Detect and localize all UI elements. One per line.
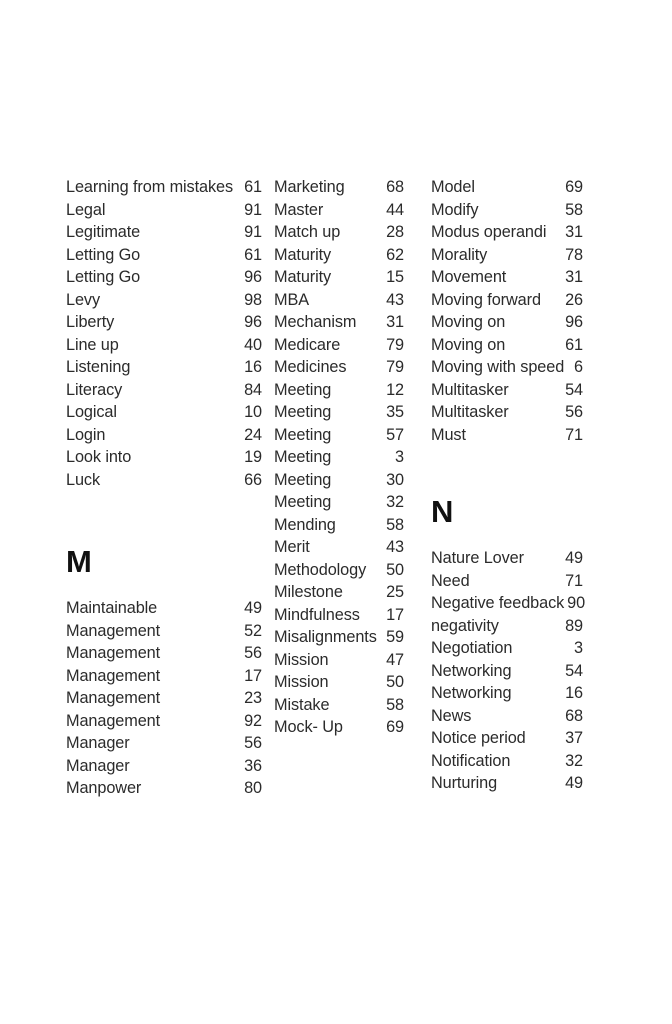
index-entry <box>431 615 583 638</box>
index-entry-page-number: 91 <box>244 223 262 241</box>
index-entry-page-number: 58 <box>386 695 404 714</box>
index-entry-term: Moving on <box>431 335 506 354</box>
index-entry-term: Learning from mistakes <box>66 178 234 196</box>
index-entry-term: MBA <box>274 290 309 309</box>
index-entry <box>66 446 262 469</box>
index-entry <box>274 626 404 649</box>
index-entry-term: Master <box>274 200 324 219</box>
index-entry-page-number: 44 <box>386 200 404 219</box>
index-entry <box>431 311 583 334</box>
index-entry <box>274 424 404 447</box>
index-entry <box>66 356 262 379</box>
heading-spacer <box>431 527 583 547</box>
index-entry <box>66 732 262 755</box>
index-entry-term: Luck <box>66 470 100 489</box>
index-entry <box>66 266 262 289</box>
index-entry <box>66 687 262 710</box>
index-entry <box>431 289 583 312</box>
index-entry-page-number: 89 <box>565 616 583 635</box>
section-spacer <box>66 491 262 546</box>
index-entry-term: Look into <box>66 448 132 466</box>
index-entry <box>431 266 583 289</box>
index-entry-page-number: 16 <box>565 684 583 702</box>
index-entry <box>274 176 404 199</box>
index-entry-page-number: 54 <box>565 661 583 680</box>
index-entry <box>66 469 262 492</box>
index-entry <box>431 660 583 683</box>
index-entry-term: Maturity <box>274 245 332 264</box>
index-entry-page-number: 92 <box>244 711 262 730</box>
index-entry-term: Login <box>66 425 106 444</box>
index-entry-term: Mission <box>274 650 329 669</box>
index-entry-page-number: 49 <box>244 599 262 617</box>
index-entry-page-number: 69 <box>386 718 404 736</box>
index-entry-page-number: 61 <box>244 245 262 264</box>
index-entry <box>66 334 262 357</box>
index-entry-page-number: 40 <box>244 335 262 354</box>
index-entry-page-number: 26 <box>565 290 583 309</box>
index-entry <box>66 401 262 424</box>
index-entry <box>66 620 262 643</box>
index-entry-page-number: 58 <box>386 515 404 534</box>
index-entry-term: Networking <box>431 661 512 680</box>
index-entry-page-number: 16 <box>244 358 262 376</box>
index-entry-page-number: 57 <box>386 425 404 444</box>
index-entry-term: Multitasker <box>431 380 509 399</box>
index-entry-page-number: 31 <box>565 268 583 286</box>
index-entry-page-number: 32 <box>565 751 583 770</box>
index-entry <box>274 221 404 244</box>
index-entry-page-number: 59 <box>386 628 404 646</box>
index-entry-term: Logical <box>66 403 117 421</box>
index-entry-term: Listening <box>66 358 131 376</box>
index-entry-page-number: 3 <box>574 639 583 657</box>
index-entry <box>431 637 583 660</box>
index-entry-term: Negative feedback <box>431 594 565 612</box>
index-entry-page-number: 61 <box>565 335 583 354</box>
index-entry <box>431 221 583 244</box>
index-entry <box>431 592 586 615</box>
index-entry-page-number: 79 <box>386 358 404 376</box>
index-entry <box>66 597 262 620</box>
index-entry-term: Meeting <box>274 470 332 489</box>
index-column-2 <box>274 176 404 739</box>
letter-heading-n: N <box>431 494 454 529</box>
index-entry <box>66 199 262 222</box>
index-column-1 <box>66 176 262 800</box>
index-entry <box>274 266 404 289</box>
index-entry-page-number: 15 <box>386 268 404 286</box>
index-entry <box>431 379 583 402</box>
index-entry-term: Manpower <box>66 779 142 797</box>
index-entry <box>66 710 262 733</box>
index-entry-term: Legitimate <box>66 223 141 241</box>
index-entry-page-number: 31 <box>386 313 404 331</box>
index-entry-term: Moving on <box>431 313 506 331</box>
index-entry <box>431 244 583 267</box>
index-entry-page-number: 17 <box>244 666 262 685</box>
index-entry <box>66 311 262 334</box>
index-entry-term: Liberty <box>66 313 115 331</box>
index-entry-page-number: 52 <box>244 621 262 640</box>
index-entry-page-number: 69 <box>565 178 583 196</box>
index-entry <box>431 705 583 728</box>
index-entry <box>431 176 583 199</box>
index-entry-term: Misalignments <box>274 628 377 646</box>
index-entry <box>431 727 583 750</box>
index-entry-term: Meeting <box>274 380 332 399</box>
index-entry-term: Meeting <box>274 403 332 421</box>
index-entry <box>66 244 262 267</box>
index-entry <box>431 356 583 379</box>
index-entry <box>66 289 262 312</box>
index-entry <box>431 199 583 222</box>
index-entry-page-number: 12 <box>386 380 404 399</box>
index-entry-page-number: 24 <box>244 425 262 444</box>
index-entry-page-number: 43 <box>386 538 404 556</box>
index-entry <box>431 750 583 773</box>
index-entry <box>66 424 262 447</box>
index-entry <box>274 289 404 312</box>
index-entry-page-number: 30 <box>386 470 404 489</box>
index-entry-page-number: 71 <box>565 425 583 444</box>
index-entry <box>66 176 262 199</box>
index-entry-term: Model <box>431 178 475 196</box>
index-entry <box>431 424 583 447</box>
index-entry <box>274 536 404 559</box>
index-entry-term: News <box>431 706 472 725</box>
index-entry-term: Marketing <box>274 178 345 196</box>
index-entry-term: Mistake <box>274 695 330 714</box>
index-entry <box>274 649 404 672</box>
index-entry <box>274 491 404 514</box>
index-column-3 <box>431 176 586 795</box>
index-entry-term: Maintainable <box>66 599 158 617</box>
index-entry-page-number: 68 <box>565 706 583 725</box>
index-entry-page-number: 36 <box>244 756 262 775</box>
index-entry-page-number: 50 <box>386 560 404 579</box>
index-entry-term: Meeting <box>274 493 332 511</box>
index-entry <box>274 559 404 582</box>
section-spacer <box>431 446 583 496</box>
index-entry-term: Nature Lover <box>431 549 524 567</box>
index-entry-page-number: 71 <box>565 571 583 590</box>
index-entry <box>66 777 262 800</box>
index-entry-term: Moving with speed <box>431 358 565 376</box>
index-entry-page-number: 80 <box>244 779 262 797</box>
index-entry-page-number: 10 <box>244 403 262 421</box>
index-entry-term: Modify <box>431 200 479 219</box>
index-entry <box>66 642 262 665</box>
index-entry-page-number: 31 <box>565 223 583 241</box>
index-entry <box>274 311 404 334</box>
index-entry <box>274 356 404 379</box>
index-entry-page-number: 56 <box>244 734 262 752</box>
index-entry <box>274 716 404 739</box>
index-entry-term: Moving forward <box>431 290 541 309</box>
index-entry-page-number: 25 <box>386 583 404 601</box>
index-entry-term: Mindfulness <box>274 605 360 624</box>
index-entry-page-number: 3 <box>395 448 404 466</box>
index-entry-term: Multitasker <box>431 403 509 421</box>
index-entry-term: Legal <box>66 200 106 219</box>
index-entry-page-number: 47 <box>386 650 404 669</box>
index-entry-term: Mechanism <box>274 313 357 331</box>
index-entry-term: Management <box>66 621 161 640</box>
index-entry-term: Medicines <box>274 358 347 376</box>
index-entry-page-number: 98 <box>244 290 262 309</box>
index-entry-page-number: 23 <box>244 689 262 707</box>
index-entry-term: Notice period <box>431 729 526 747</box>
index-entry <box>66 755 262 778</box>
index-entry <box>66 221 262 244</box>
index-entry-page-number: 19 <box>244 448 262 466</box>
index-entry-term: Mission <box>274 673 329 691</box>
index-entry-page-number: 28 <box>386 223 404 241</box>
index-entry-term: Meeting <box>274 448 332 466</box>
index-entry-page-number: 78 <box>565 245 583 264</box>
index-entry <box>431 772 583 795</box>
index-entry <box>431 570 583 593</box>
index-entry <box>431 401 583 424</box>
index-entry-term: Levy <box>66 290 100 309</box>
index-entry-page-number: 62 <box>386 245 404 264</box>
index-entry <box>431 682 583 705</box>
index-entry <box>274 446 404 469</box>
index-entry <box>66 379 262 402</box>
index-entry-term: Mending <box>274 515 336 534</box>
index-entry <box>274 469 404 492</box>
index-entry <box>66 665 262 688</box>
index-entry <box>431 334 583 357</box>
index-entry-term: Mock- Up <box>274 718 343 736</box>
index-entry-term: Maturity <box>274 268 332 286</box>
index-entry-term: Modus operandi <box>431 223 547 241</box>
index-entry-term: Negotiation <box>431 639 513 657</box>
index-entry-term: Milestone <box>274 583 343 601</box>
index-entry-page-number: 54 <box>565 380 583 399</box>
letter-heading-m: M <box>66 544 92 579</box>
index-entry-term: Management <box>66 711 161 730</box>
index-entry-term: Medicare <box>274 335 341 354</box>
index-entry-page-number: 96 <box>244 313 262 331</box>
index-entry-page-number: 35 <box>386 403 404 421</box>
index-entry-term: Need <box>431 571 470 590</box>
index-entry-page-number: 6 <box>574 358 583 376</box>
index-entry-term: Nurturing <box>431 774 498 792</box>
index-entry-page-number: 58 <box>565 200 583 219</box>
index-entry-term: Movement <box>431 268 507 286</box>
index-entry <box>274 604 404 627</box>
index-entry-page-number: 91 <box>244 200 262 219</box>
index-entry-term: Match up <box>274 223 341 241</box>
index-entry-term: Literacy <box>66 380 123 399</box>
index-entry <box>431 547 583 570</box>
index-entry <box>274 199 404 222</box>
index-entry-term: Line up <box>66 335 119 354</box>
index-entry-term: Management <box>66 666 161 685</box>
index-entry-term: Must <box>431 425 466 444</box>
index-entry-page-number: 84 <box>244 380 262 399</box>
index-entry <box>274 514 404 537</box>
index-entry-page-number: 79 <box>386 335 404 354</box>
index-entry-term: Meeting <box>274 425 332 444</box>
index-entry-page-number: 49 <box>565 774 583 792</box>
index-entry-page-number: 56 <box>244 644 262 662</box>
index-entry <box>274 401 404 424</box>
index-entry-page-number: 56 <box>565 403 583 421</box>
index-entry <box>274 671 404 694</box>
index-entry-page-number: 96 <box>565 313 583 331</box>
index-entry-term: Morality <box>431 245 488 264</box>
index-entry-term: Methodology <box>274 560 367 579</box>
index-entry-page-number: 61 <box>244 178 262 196</box>
heading-spacer <box>66 577 262 597</box>
index-entry-page-number: 68 <box>386 178 404 196</box>
index-entry-page-number: 96 <box>244 268 262 286</box>
index-entry <box>274 581 404 604</box>
index-entry <box>274 334 404 357</box>
index-entry-page-number: 90 <box>567 594 586 612</box>
index-entry-term: Management <box>66 689 161 707</box>
index-entry-page-number: 50 <box>386 673 404 691</box>
index-entry-term: Merit <box>274 538 310 556</box>
index-entry <box>274 379 404 402</box>
index-entry-page-number: 17 <box>386 605 404 624</box>
index-entry-term: Letting Go <box>66 245 141 264</box>
index-entry <box>274 694 404 717</box>
index-entry-page-number: 37 <box>565 729 583 747</box>
index-entry-page-number: 66 <box>244 470 262 489</box>
index-entry-term: Management <box>66 644 161 662</box>
index-entry-page-number: 32 <box>386 493 404 511</box>
index-entry-term: Manager <box>66 734 130 752</box>
index-entry-term: Manager <box>66 756 130 775</box>
index-entry-page-number: 49 <box>565 549 583 567</box>
index-entry-term: Networking <box>431 684 512 702</box>
index-entry-page-number: 43 <box>386 290 404 309</box>
index-entry-term: Letting Go <box>66 268 141 286</box>
index-entry <box>274 244 404 267</box>
index-entry-term: Notification <box>431 751 511 770</box>
index-entry-term: negativity <box>431 616 499 635</box>
